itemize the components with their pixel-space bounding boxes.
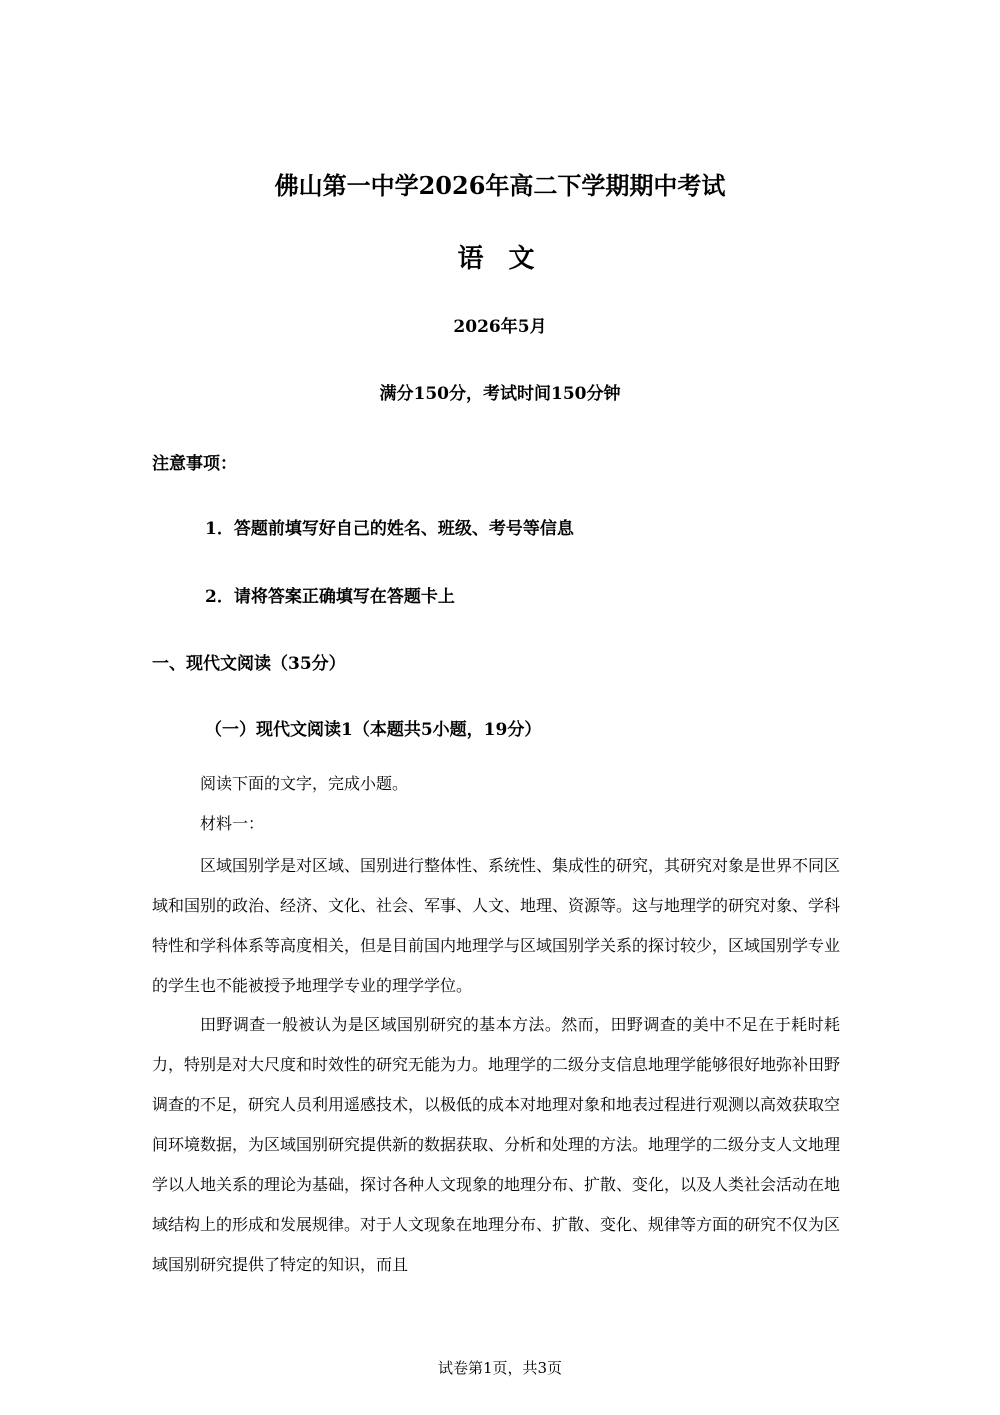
material-label: 材料一： [200, 814, 265, 833]
score-and-time: 满分150分，考试时间150分钟 [379, 384, 621, 404]
exam-title: 佛山第一中学2026年高二下学期期中考试 [274, 171, 726, 200]
reading-instruction: 阅读下面的文字，完成小题。 [200, 774, 409, 793]
subsection-title: （一）现代文阅读1（本题共5小题，19分） [205, 720, 542, 740]
section-title: 一、现代文阅读（35分） [152, 654, 346, 674]
page-footer: 试卷第1页，共3页 [437, 1359, 563, 1377]
subject-title: 语 文 [457, 244, 543, 274]
body-paragraph: 田野调查一般被认为是区域国别研究的基本方法。然而，田野调查的美中不足在于耗时耗力，特别是对大尺度和时效性的研究无能为力。地理学的二级分支信息地理学能够很好地弥补田野调查的不足，研究人员利用遥感技术，以极低的成本对地理对象和地表过程进行观测以高效获取空间环境数据，为区域国别研究提供新的数据获取、分析和处理的方法。地理学的二级分支人文地理学以人地关系的理论为基础，探讨各种人文现象的地理分布、扩散、变化，以及人类社会活动在地域结构上的形成和发展规律。对于人文现象在地理分布、扩散、变化、规律等方面的研究不仅为区域国别研究提供了特定的知识，而且 [152, 1015, 841, 1274]
notice-item: 2．请将答案正确填写在答题卡上 [205, 587, 455, 607]
exam-date: 2026年5月 [453, 317, 547, 337]
notice-title: 注意事项： [152, 454, 237, 474]
body-paragraph: 区域国别学是对区域、国别进行整体性、系统性、集成性的研究，其研究对象是世界不同区域和国别的政治、经济、文化、社会、军事、人文、地理、资源等。这与地理学的研究对象、学科特性和学科体系等高度相关，但是目前国内地理学与区域国别学关系的探讨较少，区域国别学专业的学生也不能被授予地理学专业的理学学位。 [152, 856, 841, 995]
notice-item: 1．答题前填写好自己的姓名、班级、考号等信息 [205, 519, 574, 539]
